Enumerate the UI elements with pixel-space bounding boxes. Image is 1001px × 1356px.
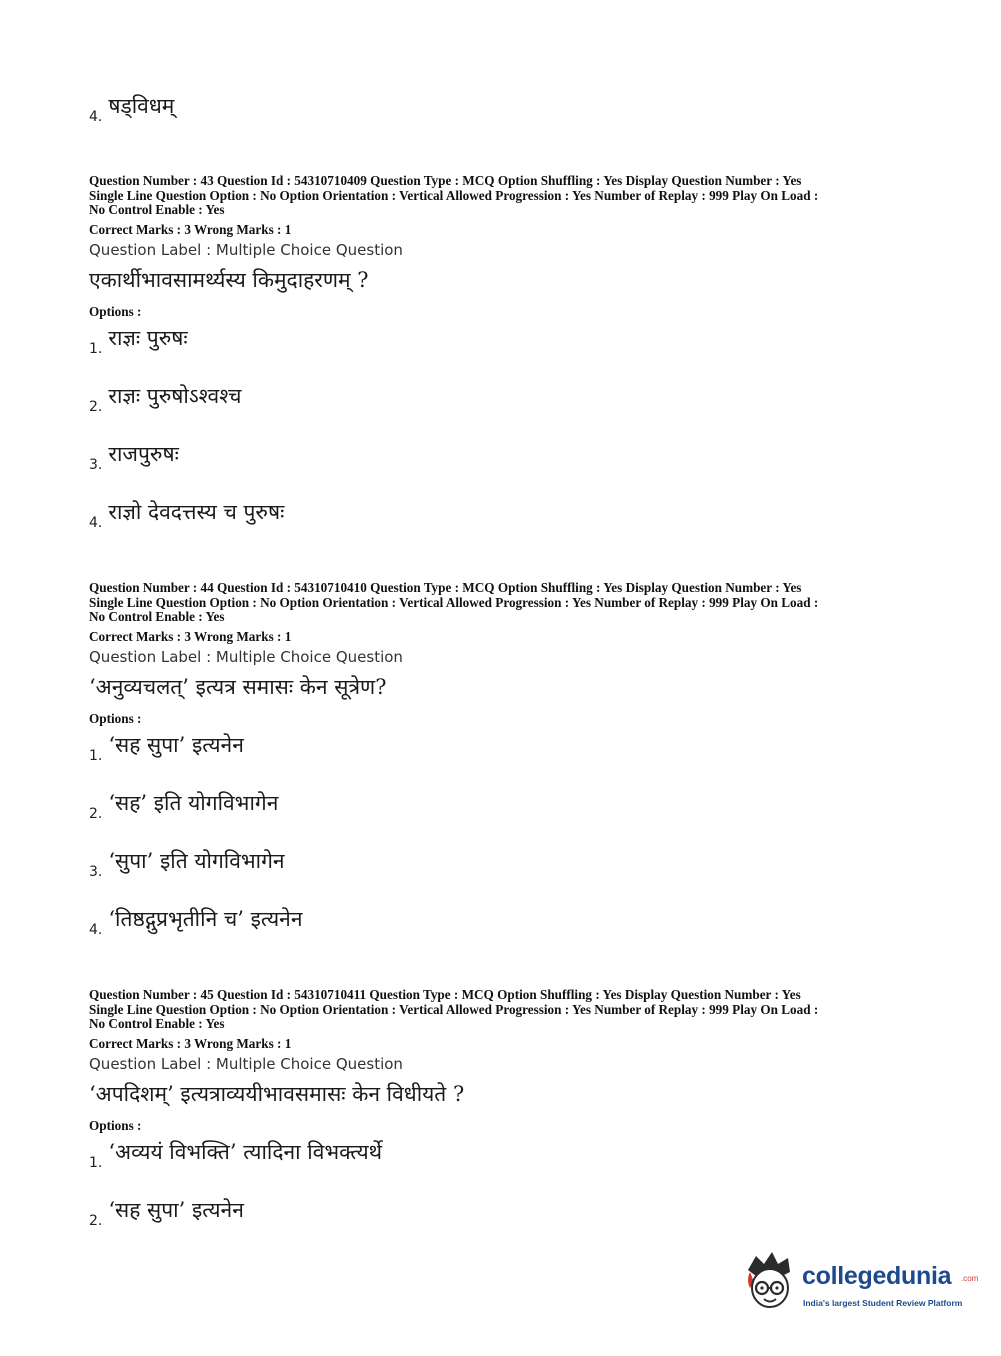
option-text: षड्विधम् xyxy=(108,94,175,118)
option-number: 1. xyxy=(89,1155,103,1171)
logo-wordmark: collegedunia xyxy=(802,1262,952,1290)
option-number: 2. xyxy=(89,399,103,415)
option-text: ‘सुपा’ इति योगविभागेन xyxy=(108,849,285,873)
question-45-marks: Correct Marks : 3 Wrong Marks : 1 xyxy=(89,1036,292,1051)
question-45-text: ‘अपदिशम्’ इत्यत्राव्ययीभावसमासः केन विधीयते ? xyxy=(89,1082,465,1106)
question-45-option-2[interactable] xyxy=(89,1198,244,1229)
option-text: राजपुरुषः xyxy=(108,442,179,466)
option-text: राज्ञो देवदत्तस्य च पुरुषः xyxy=(108,500,285,524)
student-mascot-icon xyxy=(742,1250,800,1312)
question-44-option-4[interactable] xyxy=(89,907,303,938)
question-44-label: Question Label : Multiple Choice Question xyxy=(89,648,403,666)
meta-line: Question Number : 44 Question Id : 54310710410 Question Type : MCQ Option Shuffling : Yes Display Question Number : Yes xyxy=(89,580,802,595)
question-45-options-heading: Options : xyxy=(89,1118,142,1133)
option-number: 3. xyxy=(89,864,103,880)
question-43-marks: Correct Marks : 3 Wrong Marks : 1 xyxy=(89,222,292,237)
question-43-option-3[interactable] xyxy=(89,442,179,473)
option-number: 1. xyxy=(89,748,103,764)
option-text: ‘अव्ययं विभक्ति’ त्यादिना विभक्त्यर्थे xyxy=(108,1140,383,1164)
question-43-label: Question Label : Multiple Choice Question xyxy=(89,241,403,259)
question-45-option-1[interactable] xyxy=(89,1140,383,1171)
collegedunia-logo xyxy=(742,1250,979,1316)
question-44-option-1[interactable] xyxy=(89,733,244,764)
meta-line: Single Line Question Option : No Option Orientation : Vertical Allowed Progression : Yes Number of Replay : 999 Play On Load : xyxy=(89,594,819,610)
meta-line: Single Line Question Option : No Option Orientation : Vertical Allowed Progression : Yes Number of Replay : 999 Play On Load : xyxy=(89,1001,819,1017)
option-text: राज्ञः पुरुषः xyxy=(108,326,188,350)
question-45-label: Question Label : Multiple Choice Question xyxy=(89,1055,403,1073)
option-number: 4. xyxy=(89,515,103,531)
question-44-option-2[interactable] xyxy=(89,791,279,822)
option-text: ‘सह सुपा’ इत्यनेन xyxy=(108,733,244,757)
option-number: 3. xyxy=(89,457,103,473)
logo-tagline: India's largest Student Review Platform xyxy=(803,1298,963,1308)
option-text: ‘सह सुपा’ इत्यनेन xyxy=(108,1198,244,1222)
question-43-text: एकार्थीभावसामर्थ्यस्य किमुदाहरणम् ? xyxy=(89,268,369,292)
meta-line: No Control Enable : Yes xyxy=(89,1016,225,1032)
question-44-meta xyxy=(89,581,919,625)
question-43-option-2[interactable] xyxy=(89,384,242,415)
option-number: 1. xyxy=(89,341,103,357)
question-43-meta xyxy=(89,174,919,218)
previous-question-option-4 xyxy=(89,94,175,125)
question-43-option-1[interactable] xyxy=(89,326,188,357)
logo-domain-suffix: .com xyxy=(961,1274,979,1283)
option-number: 2. xyxy=(89,806,103,822)
option-number: 4. xyxy=(89,922,103,938)
question-43-options-heading: Options : xyxy=(89,304,142,319)
option-text: ‘सह’ इति योगविभागेन xyxy=(108,791,279,815)
question-43-option-4[interactable] xyxy=(89,500,285,531)
question-44-option-3[interactable] xyxy=(89,849,285,880)
question-44-marks: Correct Marks : 3 Wrong Marks : 1 xyxy=(89,629,292,644)
meta-line: No Control Enable : Yes xyxy=(89,609,225,625)
option-number: 4. xyxy=(89,109,103,125)
meta-line: No Control Enable : Yes xyxy=(89,202,225,218)
question-44-text: ‘अनुव्यचलत्’ इत्यत्र समासः केन सूत्रेण? xyxy=(89,675,387,699)
meta-line: Question Number : 43 Question Id : 54310710409 Question Type : MCQ Option Shuffling : Yes Display Question Number : Yes xyxy=(89,173,802,188)
option-text: ‘तिष्ठद्गुप्रभृतीनि च’ इत्यनेन xyxy=(108,907,303,931)
meta-line: Single Line Question Option : No Option Orientation : Vertical Allowed Progression : Yes Number of Replay : 999 Play On Load : xyxy=(89,187,819,203)
question-45-meta xyxy=(89,988,919,1032)
option-number: 2. xyxy=(89,1213,103,1229)
question-44-options-heading: Options : xyxy=(89,711,142,726)
option-text: राज्ञः पुरुषोऽश्वश्च xyxy=(108,384,242,408)
meta-line: Question Number : 45 Question Id : 54310710411 Question Type : MCQ Option Shuffling : Yes Display Question Number : Yes xyxy=(89,987,801,1002)
